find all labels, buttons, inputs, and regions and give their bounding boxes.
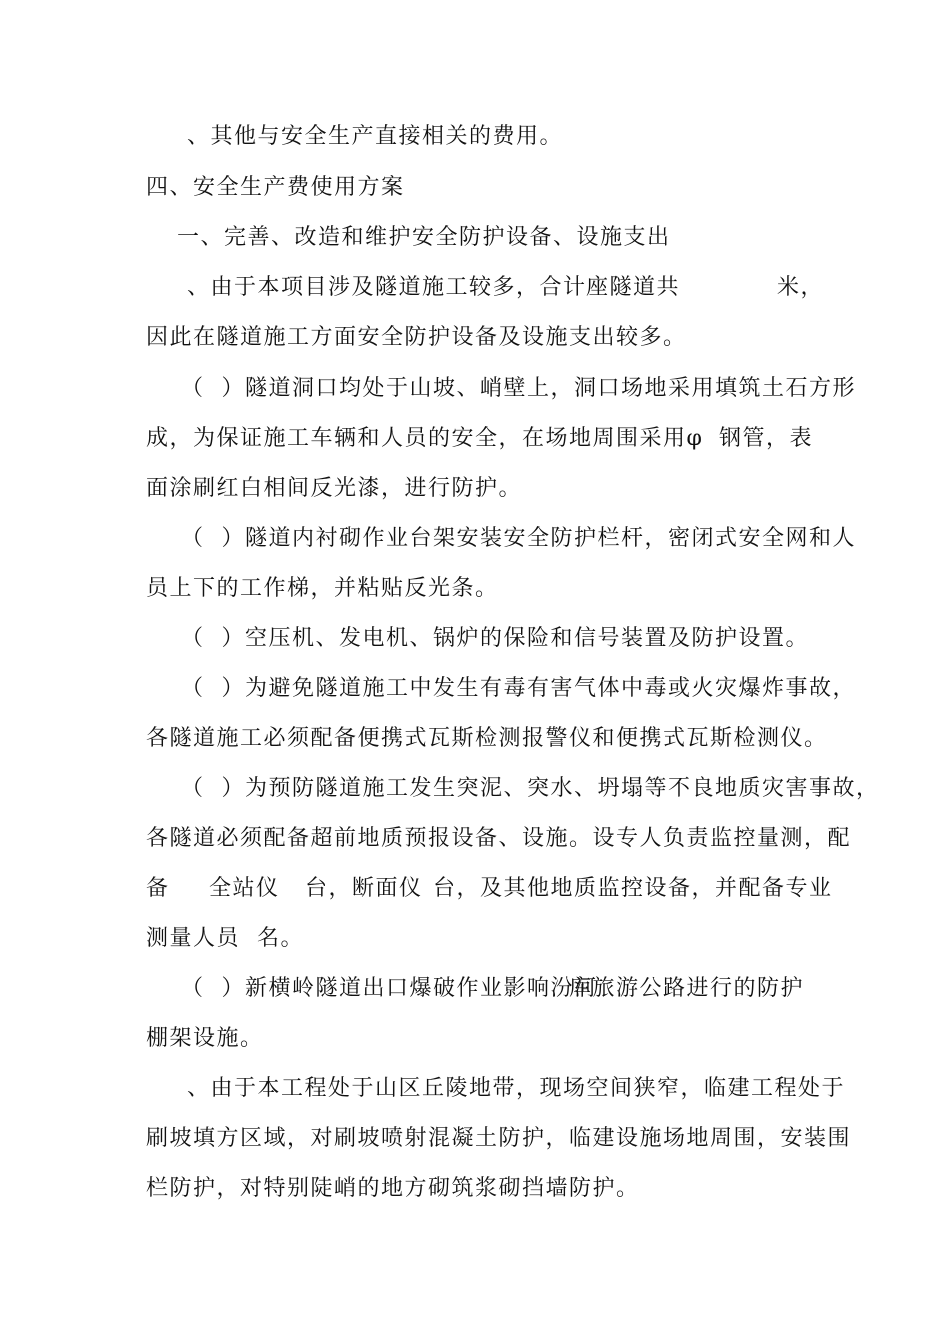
text-line: 、由于本项目涉及隧道施工较多，合计 xyxy=(187,275,587,300)
text-line: 全站仪 xyxy=(209,876,280,901)
text-line: 因此在隧道施工方面安全防护设备及设施支出较多。 xyxy=(146,325,687,350)
text-line: 台，断面仪 xyxy=(305,876,423,901)
text-line: 米， xyxy=(777,275,825,300)
text-line: 、由于本工程处于山区丘陵地带，现场空间狭窄，临建工程处于 xyxy=(187,1076,846,1101)
text-line: 名。 xyxy=(257,926,305,951)
text-line: （ ）新横岭隧道出口爆破作业影响汾河 xyxy=(181,976,598,1001)
text-line: 面涂刷红白相间反光漆，进行防护。 xyxy=(146,476,523,501)
text-line: 各隧道施工必须配备便携式瓦斯检测报警仪和便携式瓦斯检测仪。 xyxy=(146,726,828,751)
text-line: 库旅游公路进行的防护 xyxy=(569,976,805,1001)
text-line: 成，为保证施工车辆和人员的安全，在场地周围采用φ xyxy=(146,426,704,451)
text-line: 台，及其他地质监控设备，并配备专业 xyxy=(433,876,833,901)
text-line: 员上下的工作梯，并粘贴反光条。 xyxy=(146,576,499,601)
text-line: （ ）隧道洞口均处于山坡、峭壁上，洞口场地采用填筑土石方形 xyxy=(181,376,856,401)
text-line: （ ）空压机、发电机、锅炉的保险和信号装置及防护设置。 xyxy=(181,626,809,651)
text-line: 、其他与安全生产直接相关的费用。 xyxy=(187,124,564,149)
text-line: 各隧道必须配备超前地质预报设备、设施。设专人负责监控量测，配 xyxy=(146,826,852,851)
text-line: （ ）为避免隧道施工中发生有毒有害气体中毒或火灾爆炸事故， xyxy=(181,676,856,701)
subsection-heading: 一、完善、改造和维护安全防护设备、设施支出 xyxy=(177,225,671,250)
text-line: 棚架设施。 xyxy=(146,1026,264,1051)
text-line: （ ）隧道内衬砌作业台架安装安全防护栏杆，密闭式安全网和人 xyxy=(181,526,856,551)
text-line: 钢管，表 xyxy=(719,426,814,451)
text-line: 座隧道共 xyxy=(586,275,681,300)
text-line: 栏防护，对特别陡峭的地方砌筑浆砌挡墙防护。 xyxy=(146,1176,640,1201)
section-heading: 四、安全生产费使用方案 xyxy=(146,175,405,200)
text-line: 备 xyxy=(146,876,170,901)
text-line: （ ）为预防隧道施工发生突泥、突水、坍塌等不良地质灾害事故， xyxy=(181,776,880,801)
text-line: 测量人员 xyxy=(146,926,241,951)
text-line: 刷坡填方区域，对刷坡喷射混凝土防护，临建设施场地周围，安装围 xyxy=(146,1126,852,1151)
